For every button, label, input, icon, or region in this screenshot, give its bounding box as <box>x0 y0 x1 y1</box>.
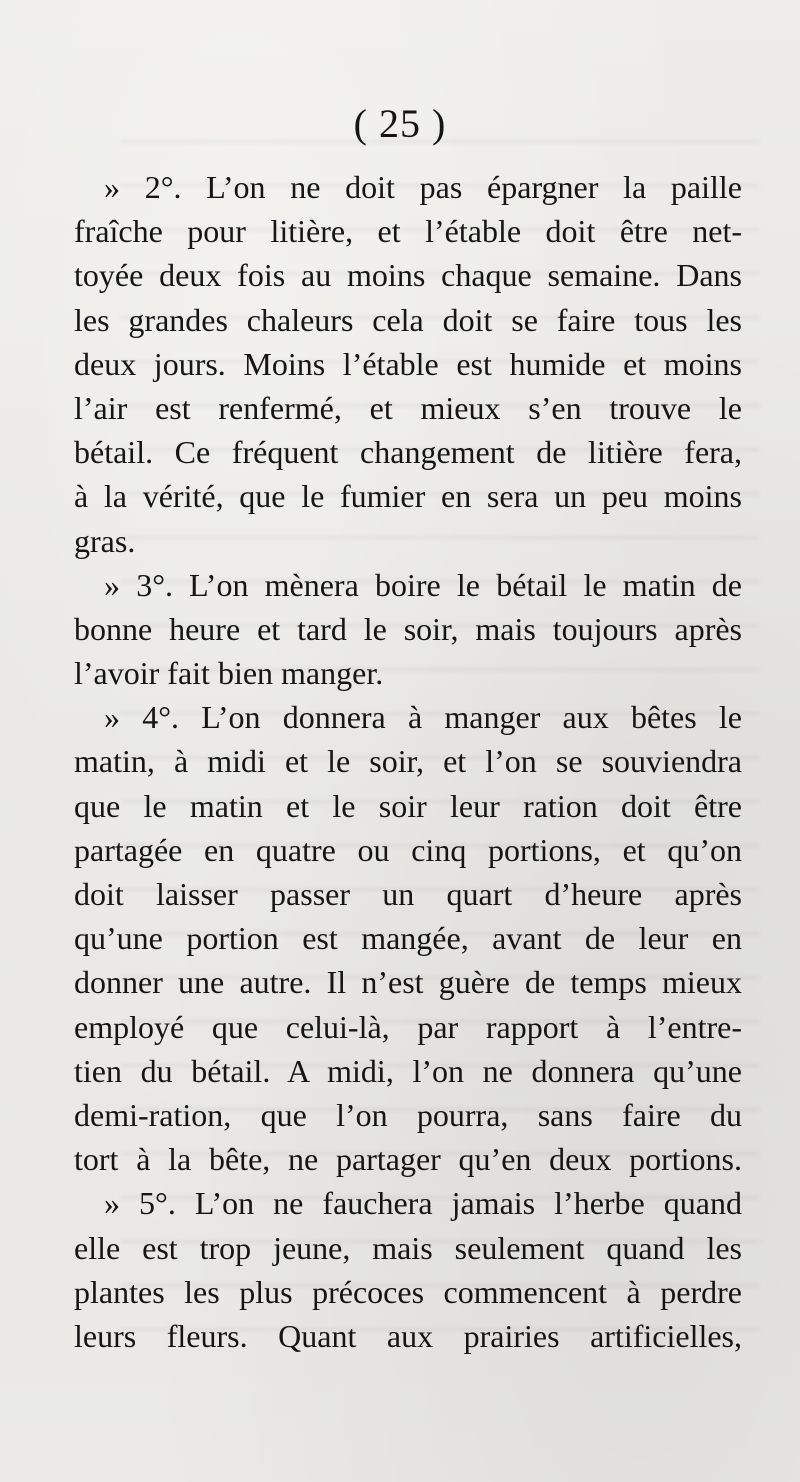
text-line: plantes les plus précoces commencent à perdre <box>74 1273 742 1310</box>
page-number: ( 25 ) <box>353 101 447 146</box>
text-line: deux jours. Moins l’étable est humide et moins <box>74 345 742 382</box>
text-line: qu’une portion est mangée, avant de leur en <box>74 920 742 957</box>
text-line: que le matin et le soir leur ration doit être <box>74 787 742 824</box>
text-line: fraîche pour litière, et l’étable doit être net- <box>74 213 742 250</box>
text-line: bonne heure et tard le soir, mais toujours après <box>74 610 742 647</box>
text-line: tien du bétail. A midi, l’on ne donnera qu’une <box>74 1052 742 1089</box>
text-line: elle est trop jeune, mais seulement quand les <box>74 1229 742 1266</box>
text-line: employé que celui-là, par rapport à l’entre- <box>74 1008 742 1045</box>
text-line: toyée deux fois au moins chaque semaine. Dans <box>74 257 742 294</box>
text-line: » 3°. L’on mènera boire le bétail le matin de <box>104 566 742 603</box>
text-line: l’avoir fait bien manger. <box>74 655 384 692</box>
text-line: doit laisser passer un quart d’heure après <box>74 876 742 912</box>
page-body-text <box>74 165 742 1358</box>
text-line: » 5°. L’on ne fauchera jamais l’herbe quand <box>104 1185 742 1222</box>
text-line: partagée en quatre ou cinq portions, et qu’on <box>74 831 742 868</box>
text-line: leurs fleurs. Quant aux prairies artificielles, <box>74 1317 742 1354</box>
text-line: gras. <box>74 522 136 559</box>
text-line: » 2°. L’on ne doit pas épargner la paille <box>104 169 742 205</box>
text-line: bétail. Ce fréquent changement de litière fera, <box>74 434 742 471</box>
text-line: demi-ration, que l’on pourra, sans faire du <box>74 1096 742 1133</box>
text-line: les grandes chaleurs cela doit se faire tous les <box>74 301 742 338</box>
text-line: matin, à midi et le soir, et l’on se souviendra <box>74 743 742 780</box>
text-line: à la vérité, que le fumier en sera un peu moins <box>74 478 742 515</box>
text-line: donner une autre. Il n’est guère de temps mieux <box>74 964 742 1001</box>
text-line: tort à la bête, ne partager qu’en deux portions. <box>74 1141 742 1178</box>
text-line: » 4°. L’on donnera à manger aux bêtes le <box>104 699 742 736</box>
text-line: l’air est renfermé, et mieux s’en trouve le <box>74 389 742 426</box>
